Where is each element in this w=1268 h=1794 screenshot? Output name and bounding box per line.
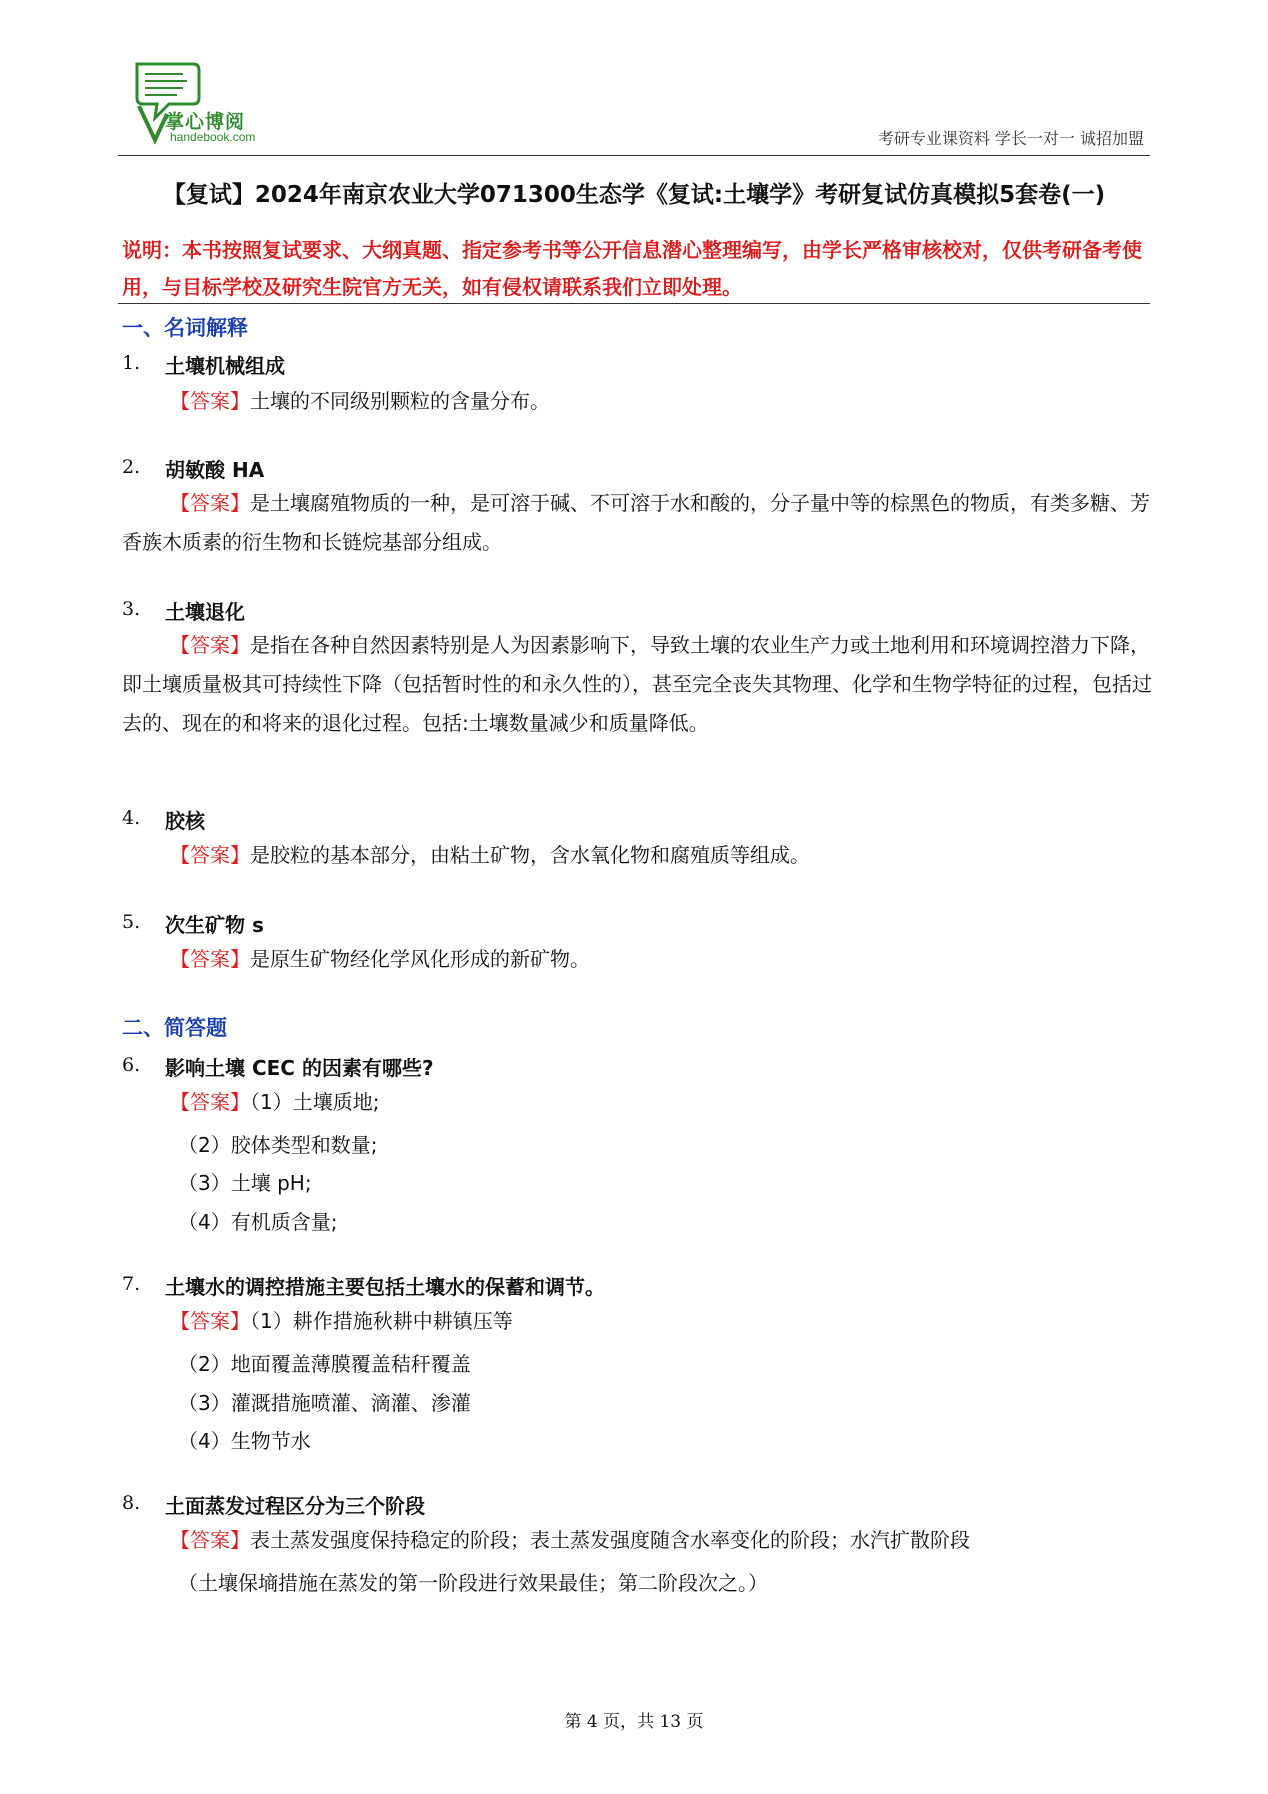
answer-line: （3）灌溉措施喷灌、滴灌、渗灌 — [178, 1391, 471, 1415]
answer-tag: 【答案】 — [170, 1309, 250, 1333]
question-number: 4. — [122, 807, 141, 829]
answer-text: 【答案】是原生矿物经化学风化形成的新矿物。 — [170, 947, 590, 971]
answer-text: 【答案】（1）耕作措施秋耕中耕镇压等 — [170, 1309, 513, 1333]
answer-text: 【答案】表土蒸发强度保持稳定的阶段；表土蒸发强度随含水率变化的阶段；水汽扩散阶段 — [170, 1528, 970, 1552]
question-title: 土壤退化 — [165, 600, 245, 624]
document-title: 【复试】2024年南京农业大学071300生态学《复试:土壤学》考研复试仿真模拟5套卷(一) — [162, 182, 1106, 208]
question-number: 2. — [122, 456, 141, 478]
answer-text: 【答案】（1）土壤质地; — [170, 1090, 380, 1114]
question-title: 胶核 — [165, 809, 205, 833]
answer-line: （3）土壤 pH; — [178, 1171, 312, 1195]
question-number: 3. — [122, 598, 141, 620]
answer-tag: 【答案】 — [170, 491, 250, 515]
answer-text: 【答案】是胶粒的基本部分，由粘土矿物，含水氧化物和腐殖质等组成。 — [170, 843, 810, 867]
question-title: 土壤机械组成 — [165, 354, 285, 378]
question-title: 土面蒸发过程区分为三个阶段 — [165, 1494, 425, 1518]
disclaimer-notice: 说明：本书按照复试要求、大纲真题、指定参考书等公开信息潜心整理编写，由学长严格审核校对，仅供考研备考使用，与目标学校及研究生院官方无关，如有侵权请联系我们立即处理。 — [122, 238, 1142, 299]
answer-line: （4）生物节水 — [178, 1429, 311, 1453]
page-number: 第 4 页，共 13 页 — [564, 1712, 704, 1732]
logo-domain: handebook.com — [170, 130, 256, 144]
answer-note: （土壤保墒措施在蒸发的第一阶段进行效果最佳；第二阶段次之。） — [178, 1571, 768, 1595]
logo-text: 掌心博阅 — [165, 111, 246, 133]
answer-tag: 【答案】 — [170, 1528, 250, 1552]
question-number: 8. — [122, 1492, 141, 1514]
question-title: 影响土壤 CEC 的因素有哪些? — [165, 1056, 434, 1080]
answer-tag: 【答案】 — [170, 843, 250, 867]
question-number: 1. — [122, 352, 141, 374]
question-title: 胡敏酸 HA — [165, 458, 265, 482]
answer-line: （4）有机质含量; — [178, 1210, 338, 1234]
answer-line: （2）胶体类型和数量; — [178, 1133, 378, 1157]
question-number: 6. — [122, 1054, 141, 1076]
answer-text: 【答案】是指在各种自然因素特别是人为因素影响下，导致土壤的农业生产力或土地利用和环境调控潜力下降，即土壤质量极其可持续性下降（包括暂时性的和永久性的），甚至完全丧失其物理、化学和生物学特征的过程，包括过去的、现在的和将来的退化过程。包括:土壤数量减少和质量降低。 — [122, 633, 1152, 735]
question-number: 5. — [122, 911, 141, 933]
question-title: 次生矿物 s — [165, 913, 264, 937]
answer-tag: 【答案】 — [170, 1090, 250, 1114]
answer-tag: 【答案】 — [170, 633, 250, 657]
answer-tag: 【答案】 — [170, 947, 250, 971]
notice-divider — [118, 303, 1150, 304]
question-number: 7. — [122, 1273, 141, 1295]
section-heading-1: 一、名词解释 — [122, 316, 248, 340]
answer-line: （2）地面覆盖薄膜覆盖秸秆覆盖 — [178, 1352, 471, 1376]
answer-text: 【答案】土壤的不同级别颗粒的含量分布。 — [170, 389, 550, 413]
question-title: 土壤水的调控措施主要包括土壤水的保蓄和调节。 — [165, 1275, 605, 1299]
answer-tag: 【答案】 — [170, 389, 250, 413]
answer-text: 【答案】是土壤腐殖物质的一种，是可溶于碱、不可溶于水和酸的，分子量中等的棕黑色的物质，有类多糖、芳香族木质素的衍生物和长链烷基部分组成。 — [122, 491, 1150, 554]
header-tagline: 考研专业课资料 学长一对一 诚招加盟 — [877, 129, 1144, 148]
section-heading-2: 二、简答题 — [122, 1016, 227, 1040]
header-divider — [118, 155, 1150, 156]
